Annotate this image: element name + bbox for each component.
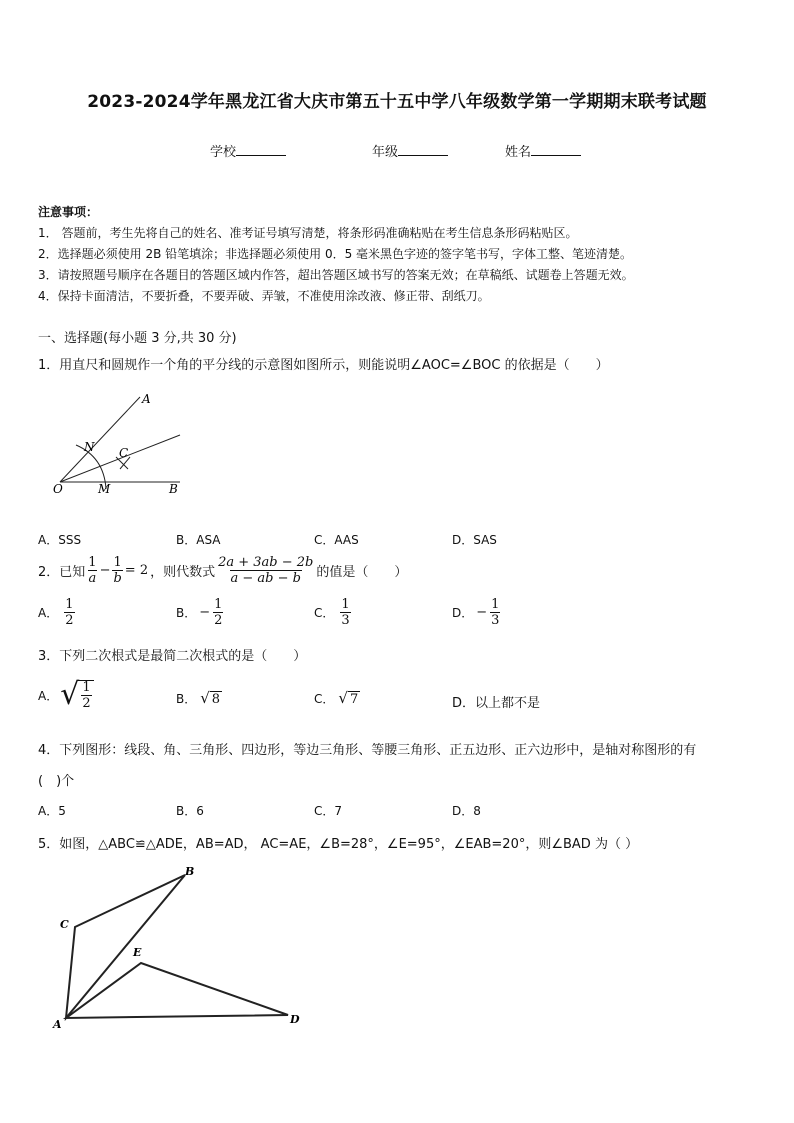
option-b[interactable] — [176, 598, 223, 627]
question-3-stem: 3．下列二次根式是最简二次根式的是（ ） — [38, 649, 307, 664]
sqrt — [338, 688, 360, 707]
point-label: N — [84, 440, 95, 454]
denominator: a − ab − b — [230, 571, 301, 586]
option-label: B． — [176, 606, 197, 620]
denominator: 2 — [82, 696, 91, 711]
fraction — [64, 598, 74, 627]
option-c[interactable]: C．AAS — [314, 533, 359, 547]
name-field[interactable] — [505, 141, 581, 160]
radicand: 8 — [211, 691, 221, 707]
school-label: 学校 — [210, 145, 237, 160]
numerator: 2a + 3ab − 2b — [218, 555, 314, 570]
option-label: D． — [452, 606, 474, 620]
denominator: 2 — [65, 613, 74, 628]
radical-sign-icon: √ — [60, 677, 80, 712]
option-label: A． — [38, 688, 59, 703]
option-b[interactable]: B．6 — [176, 804, 204, 818]
name-blank[interactable] — [531, 142, 581, 156]
sqrt — [200, 688, 222, 707]
point-label: E — [133, 946, 142, 959]
radical-sign-icon: √ — [200, 688, 210, 707]
point-label: C — [119, 446, 129, 460]
congruent-triangles-figure — [40, 860, 320, 1040]
q2-prefix: 2．已知 — [38, 565, 86, 580]
option-label: C． — [314, 692, 335, 706]
fraction — [340, 598, 350, 627]
numerator: 1 — [214, 597, 223, 612]
name-label: 姓名 — [505, 145, 532, 160]
q2-suffix: 的值是（ ） — [316, 565, 408, 580]
option-c[interactable] — [314, 690, 360, 707]
numerator: 1 — [65, 597, 74, 612]
point-label: B — [169, 482, 178, 496]
sqrt — [60, 677, 93, 712]
grade-field[interactable] — [372, 141, 448, 160]
option-label: A． — [38, 606, 59, 620]
point-label: B — [185, 865, 195, 878]
question-1-stem: 1．用直尺和圆规作一个角的平分线的示意图如图所示，则能说明∠AOC=∠BOC 的依据是（ ） — [38, 358, 609, 373]
point-label: A — [142, 392, 151, 406]
option-d[interactable]: D．以上都不是 — [452, 696, 541, 711]
note-item: 4．保持卡面清洁，不要折叠，不要弄破、弄皱，不准使用涂改液、修正带、刮纸刀。 — [38, 289, 490, 303]
fraction — [112, 556, 122, 585]
option-a[interactable]: A．SSS — [38, 533, 82, 547]
sign: − — [476, 605, 488, 620]
option-c[interactable]: C．7 — [314, 804, 343, 818]
option-a[interactable]: A．5 — [38, 804, 66, 818]
notes-heading: 注意事项： — [38, 205, 99, 219]
q2-mid: ，则代数式 — [150, 565, 216, 580]
point-label: M — [98, 482, 111, 496]
note-item: 2．选择题必须使用 2B 铅笔填涂；非选择题必须使用 0．5 毫米黑色字迹的签字笔书写，字体工整、笔迹清楚。 — [38, 247, 633, 261]
numerator: 1 — [82, 680, 91, 695]
numerator: 1 — [88, 555, 97, 570]
grade-label: 年级 — [372, 145, 399, 160]
denominator: a — [88, 571, 97, 586]
school-field[interactable] — [210, 141, 286, 160]
denominator: 3 — [491, 613, 500, 628]
fraction — [490, 598, 500, 627]
radicand: 7 — [349, 691, 359, 707]
denominator: 3 — [341, 613, 350, 628]
question-4-stem-cont: ( )个 — [38, 774, 75, 789]
radical-sign-icon: √ — [338, 688, 348, 707]
fraction — [81, 681, 91, 710]
numerator: 1 — [341, 597, 350, 612]
fraction — [87, 556, 97, 585]
sign: − — [199, 605, 211, 620]
expression-fraction — [217, 556, 314, 585]
option-d[interactable]: D．8 — [452, 804, 481, 818]
question-2-stem — [38, 556, 407, 585]
option-c[interactable] — [314, 598, 351, 627]
point-label: O — [53, 482, 63, 496]
page-title: 2023-2024学年黑龙江省大庆市第五十五中学八年级数学第一学期期末联考试题 — [87, 92, 707, 112]
equals-value: = 2 — [124, 563, 149, 578]
angle-bisector-figure — [40, 385, 200, 505]
question-5-stem: 5．如图，△ABC≌△ADE，AB=AD， AC=AE，∠B=28°，∠E=95°，∠EAB=20°，则∠BAD 为（ ） — [38, 837, 639, 852]
option-label: B． — [176, 692, 197, 706]
note-item: 1． 答题前，考生先将自己的姓名、准考证号填写清楚，将条形码准确粘贴在考生信息条形码粘贴区。 — [38, 226, 578, 240]
option-a[interactable] — [38, 598, 75, 627]
option-d[interactable] — [452, 598, 500, 627]
minus-sign: − — [99, 563, 111, 578]
option-b[interactable] — [176, 690, 222, 707]
question-4-stem: 4．下列图形：线段、角、三角形、四边形，等边三角形、等腰三角形、正五边形、正六边形中，是轴对称图形的有 — [38, 743, 697, 758]
note-item: 3．请按照题号顺序在各题目的答题区域内作答，超出答题区域书写的答案无效；在草稿纸、试题卷上答题无效。 — [38, 268, 634, 282]
option-d[interactable]: D．SAS — [452, 533, 497, 547]
denominator: b — [113, 571, 122, 586]
numerator: 1 — [113, 555, 122, 570]
point-label: D — [290, 1013, 300, 1026]
point-label: C — [60, 918, 69, 931]
option-label: C． — [314, 606, 335, 620]
option-a[interactable] — [38, 677, 94, 712]
point-label: A — [53, 1018, 62, 1031]
fraction — [213, 598, 223, 627]
grade-blank[interactable] — [398, 142, 448, 156]
section-heading: 一、选择题(每小题 3 分,共 30 分) — [38, 331, 237, 346]
school-blank[interactable] — [236, 142, 286, 156]
denominator: 2 — [214, 613, 223, 628]
numerator: 1 — [491, 597, 500, 612]
option-b[interactable]: B．ASA — [176, 533, 221, 547]
